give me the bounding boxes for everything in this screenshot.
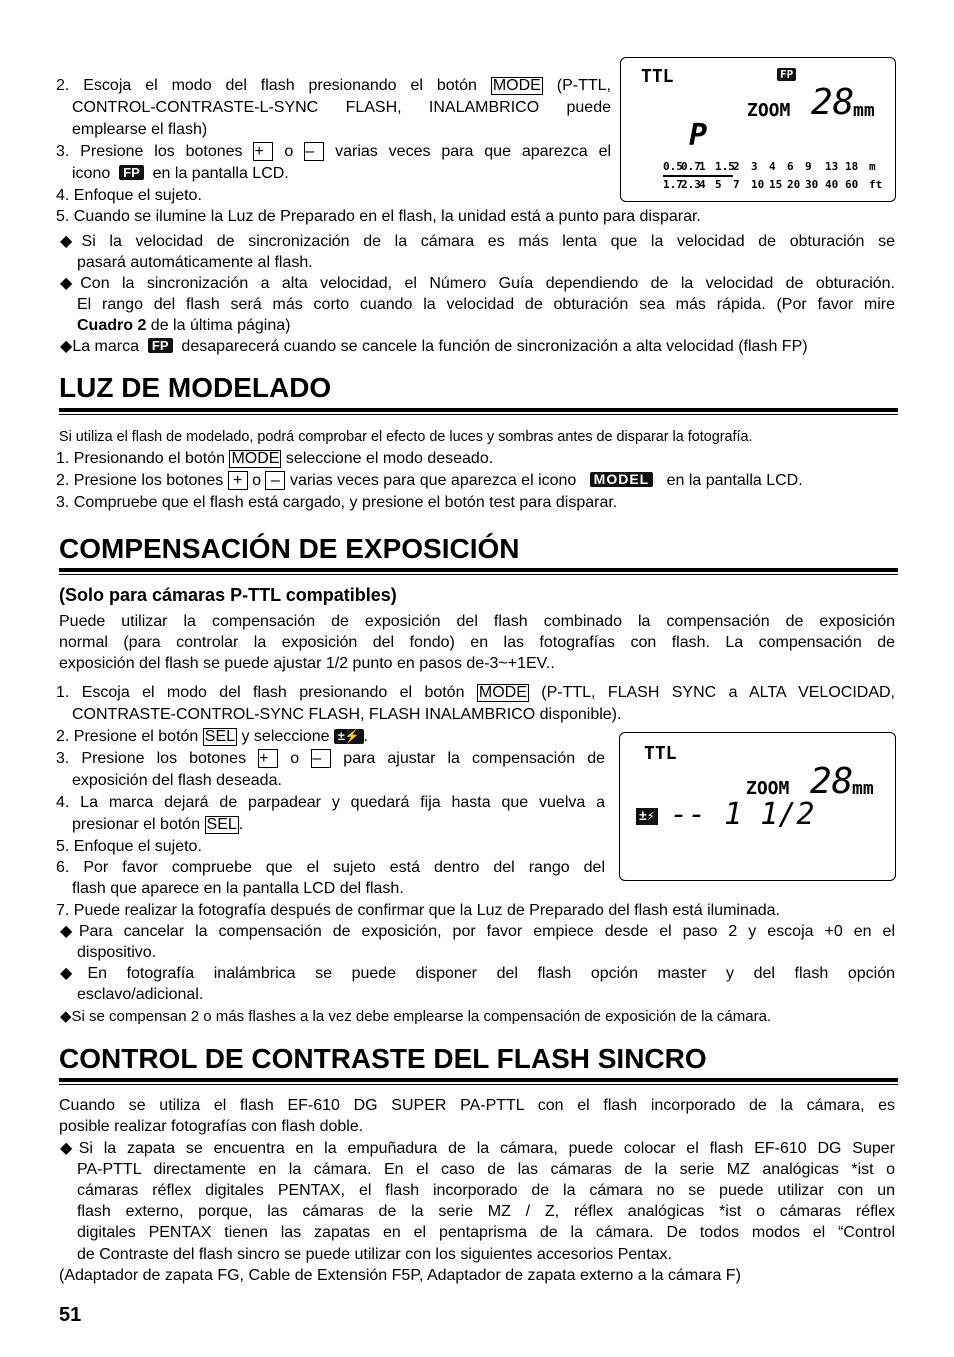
plus-button-label: + — [253, 142, 273, 161]
compensacion-subtitle: (Solo para cámaras P-TTL compatibles) — [59, 585, 397, 605]
lcd-scale-value: 0.5 — [663, 160, 683, 173]
lcd-ttl: TTL — [641, 66, 674, 87]
fp-step-3-cont: icono FP en la pantalla LCD. — [72, 165, 289, 182]
contraste-bullet-1-l2: PA-PTTL directamente en la cámara. En el caso de las cámaras de la serie MZ analógicas *ist o — [77, 1161, 895, 1178]
compensacion-step-3-cont: exposición del flash deseada. — [72, 772, 282, 789]
mode-button-label: MODE — [478, 684, 527, 701]
lcd-zoom: ZOOM — [747, 100, 791, 121]
modelado-step-3: 3. Compruebe que el flash está cargado, y presione el botón test para disparar. — [56, 494, 618, 511]
heading-luz-de-modelado: LUZ DE MODELADO — [59, 372, 332, 403]
sel-button-label: SEL — [206, 816, 237, 833]
lcd-scale-unit: ft — [869, 178, 883, 191]
fp-step-2: 2. Escoja el modo del flash presionando el botón MODE (P-TTL, — [56, 77, 611, 94]
compensacion-step-3: 3. Presione los botones + o – para ajustar la compensación de — [56, 750, 606, 767]
contraste-p1: Cuando se utiliza el flash EF-610 DG SUPER PA-PTTL con el flash incorporado de la cámara, es — [59, 1097, 895, 1114]
fp-step-4: 4. Enfoque el sujeto. — [56, 187, 202, 204]
compensacion-step-5: 5. Enfoque el sujeto. — [56, 838, 202, 855]
fp-bullet-2-cont: El rango del flash será más corto cuando la velocidad de obturación sea más rápida. (Por favor mire — [77, 296, 895, 313]
lcd-scale-value: 18 — [845, 160, 859, 173]
lcd-scale-value: 60 — [845, 178, 859, 191]
lcd-scale-value: 40 — [825, 178, 839, 191]
lcd-scale-meters — [663, 160, 891, 174]
compensacion-p2: normal (para controlar la exposición del fondo) en las fotografías con flash. La compensación de — [59, 634, 895, 651]
heading-rule-thin — [59, 414, 898, 415]
compensacion-step-6-cont: flash que aparece en la pantalla LCD del flash. — [72, 880, 404, 897]
minus-button-label: – — [304, 142, 324, 161]
lcd-mm: mm — [853, 100, 875, 121]
lcd-scale-value: 9 — [805, 160, 812, 173]
compensacion-bullet-3: ◆Si se compensan 2 o más flashes a la vez debe emplearse la compensación de exposición de la cámara. — [60, 1008, 772, 1025]
fp-step-2-cont2: emplearse el flash) — [72, 121, 208, 138]
fp-bullet-2-cont2: Cuadro 2 de la última página) — [77, 317, 291, 334]
plus-button-label: + — [228, 471, 248, 490]
contraste-bullet-1-l4: flash externo, porque, las cámaras de la serie MZ / Z, réflex analógicas *ist o cámaras réflex — [77, 1203, 895, 1220]
lcd-scale-value: 4 — [769, 160, 776, 173]
modelado-step-1: 1. Presionando el botón MODE seleccione el modo deseado. — [56, 450, 494, 467]
lcd-scale-bar — [663, 175, 733, 177]
fp-icon: FP — [119, 165, 144, 180]
sel-button-label: SEL — [204, 728, 236, 745]
lcd-scale-value: 15 — [769, 178, 783, 191]
plus-button-label: + — [258, 749, 278, 768]
contraste-note: (Adaptador de zapata FG, Cable de Extensión F5P, Adaptador de zapata externo a la cámara F) — [59, 1267, 741, 1284]
heading-control-contraste: CONTROL DE CONTRASTE DEL FLASH SINCRO — [59, 1043, 707, 1074]
lcd-scale-value: 30 — [805, 178, 819, 191]
lcd-display-compensation — [619, 732, 896, 881]
minus-button-label: – — [311, 749, 331, 768]
heading-rule — [59, 568, 898, 572]
lcd-mm: mm — [852, 778, 874, 799]
compensacion-step-4-cont: presionar el botón SEL . — [72, 816, 244, 833]
lcd-scale-value: 1.5 — [715, 160, 735, 173]
model-icon: MODEL — [590, 472, 654, 487]
compensacion-bullet-1: ◆Para cancelar la compensación de exposición, por favor empiece desde el paso 2 y escoja +0 en el — [60, 923, 895, 940]
compensacion-bullet-2-cont: esclavo/adicional. — [77, 986, 204, 1003]
lcd-scale-value: 4 — [699, 178, 706, 191]
lcd-scale-value: 5 — [715, 178, 722, 191]
fp-bullet-2: ◆Con la sincronización a alta velocidad, el Número Guía dependiendo de la velocidad de obturación. — [60, 275, 895, 292]
flash-compensation-icon: ±⚡ — [334, 729, 364, 744]
fp-step-5: 5. Cuando se ilumine la Luz de Preparado en el flash, la unidad está a punto para disparar. — [56, 208, 701, 225]
mode-button-label: MODE — [492, 77, 541, 94]
lcd-scale-value: 6 — [787, 160, 794, 173]
modelado-step-2: 2. Presione los botones + o – varias veces para que aparezca el icono MODEL en la pantalla LCD. — [56, 471, 803, 489]
lcd-scale-unit: m — [869, 160, 876, 173]
fp-bullet-1: ◆Si la velocidad de sincronización de la cámara es más lenta que la velocidad de obturación se — [60, 233, 895, 250]
heading-rule-thin — [59, 574, 898, 575]
contraste-p2: posible realizar fotografías con flash doble. — [59, 1118, 364, 1135]
contraste-bullet-1-l6: de Contraste del flash sincro se puede utilizar con los siguientes accesorios Pentax. — [77, 1246, 672, 1263]
compensacion-bullet-2: ◆En fotografía inalámbrica se puede disponer del flash opción master y del flash opción — [60, 965, 896, 982]
mode-button-label: MODE — [231, 450, 280, 467]
lcd-ttl: TTL — [644, 743, 677, 764]
lcd-scale-value: 0.7 — [681, 160, 701, 173]
compensacion-bullet-1-cont: dispositivo. — [77, 944, 157, 961]
lcd-scale-feet — [663, 178, 891, 192]
lcd-compensation-value: -- 1 1/2 — [670, 797, 815, 832]
lcd-scale-value: 3 — [751, 160, 758, 173]
compensacion-step-1: 1. Escoja el modo del flash presionando el botón MODE (P-TTL, FLASH SYNC a ALTA VELOCIDAD, — [56, 684, 895, 701]
fp-bullet-3: ◆La marca FP desaparecerá cuando se cancele la función de sincronización a alta velocidad (flash FP) — [60, 338, 808, 355]
lcd-display-fp — [620, 57, 896, 202]
modelado-intro: Si utiliza el flash de modelado, podrá comprobar el efecto de luces y sombras antes de disparar la fotografía. — [59, 429, 753, 445]
minus-button-label: – — [265, 471, 285, 490]
lcd-mode-p: P — [689, 118, 708, 153]
lcd-scale-value: 20 — [787, 178, 801, 191]
contraste-bullet-1: ◆Si la zapata se encuentra en la empuñadura de la cámara, puede colocar el flash EF-610 DG Super — [60, 1140, 895, 1157]
lcd-scale-value: 7 — [733, 178, 740, 191]
lcd-scale-value: 1.7 — [663, 178, 683, 191]
compensacion-step-6: 6. Por favor compruebe que el sujeto está dentro del rango del — [56, 859, 605, 876]
compensacion-step-7: 7. Puede realizar la fotografía después de confirmar que la Luz de Preparado del flash está iluminada. — [56, 902, 780, 919]
contraste-bullet-1-l3: cámaras réflex digitales PENTAX, el flash incorporado de la cámara no se puede utilizar con un — [77, 1182, 895, 1199]
lcd-scale-value: 1 — [699, 160, 706, 173]
compensacion-step-1-cont: CONTRASTE-CONTROL-SYNC FLASH, FLASH INALAMBRICO disponible). — [72, 706, 622, 723]
heading-compensacion: COMPENSACIÓN DE EXPOSICIÓN — [59, 533, 520, 564]
page-number: 51 — [59, 1304, 82, 1326]
lcd-fp-icon: FP — [777, 68, 796, 81]
heading-rule-thin — [59, 1084, 898, 1085]
lcd-zoom-value: 28 — [810, 761, 854, 802]
fp-bullet-1-cont: pasará automáticamente al flash. — [77, 254, 313, 271]
compensacion-p1: Puede utilizar la compensación de exposición del flash combinado la compensación de exposición — [59, 613, 895, 630]
heading-rule — [59, 1078, 898, 1082]
lcd-zoom-value: 28 — [811, 82, 855, 123]
fp-step-2-cont: CONTROL-CONTRASTE-L-SYNC FLASH, INALAMBRICO puede — [72, 99, 611, 116]
lcd-scale-value: 13 — [825, 160, 839, 173]
lcd-scale-value: 2.3 — [681, 178, 701, 191]
lcd-flash-compensation-icon: ±⚡ — [636, 808, 658, 825]
contraste-bullet-1-l5: digitales PENTAX tienen las zapatas en el pentaprisma de la cámara. De todos modos el “Control — [77, 1224, 895, 1241]
fp-icon: FP — [148, 338, 173, 353]
compensacion-step-4: 4. La marca dejará de parpadear y quedará fija hasta que vuelva a — [56, 794, 605, 811]
fp-step-3: 3. Presione los botones + o – varias veces para que aparezca el — [56, 143, 612, 160]
compensacion-p3: exposición del flash se puede ajustar 1/2 punto en pasos de-3~+1EV.. — [59, 655, 555, 672]
lcd-scale-value: 10 — [751, 178, 765, 191]
compensacion-step-2: 2. Presione el botón SEL y seleccione ±⚡ . — [56, 728, 368, 745]
lcd-scale-value: 2 — [733, 160, 740, 173]
heading-rule — [59, 408, 898, 412]
lcd-zoom: ZOOM — [746, 778, 790, 799]
